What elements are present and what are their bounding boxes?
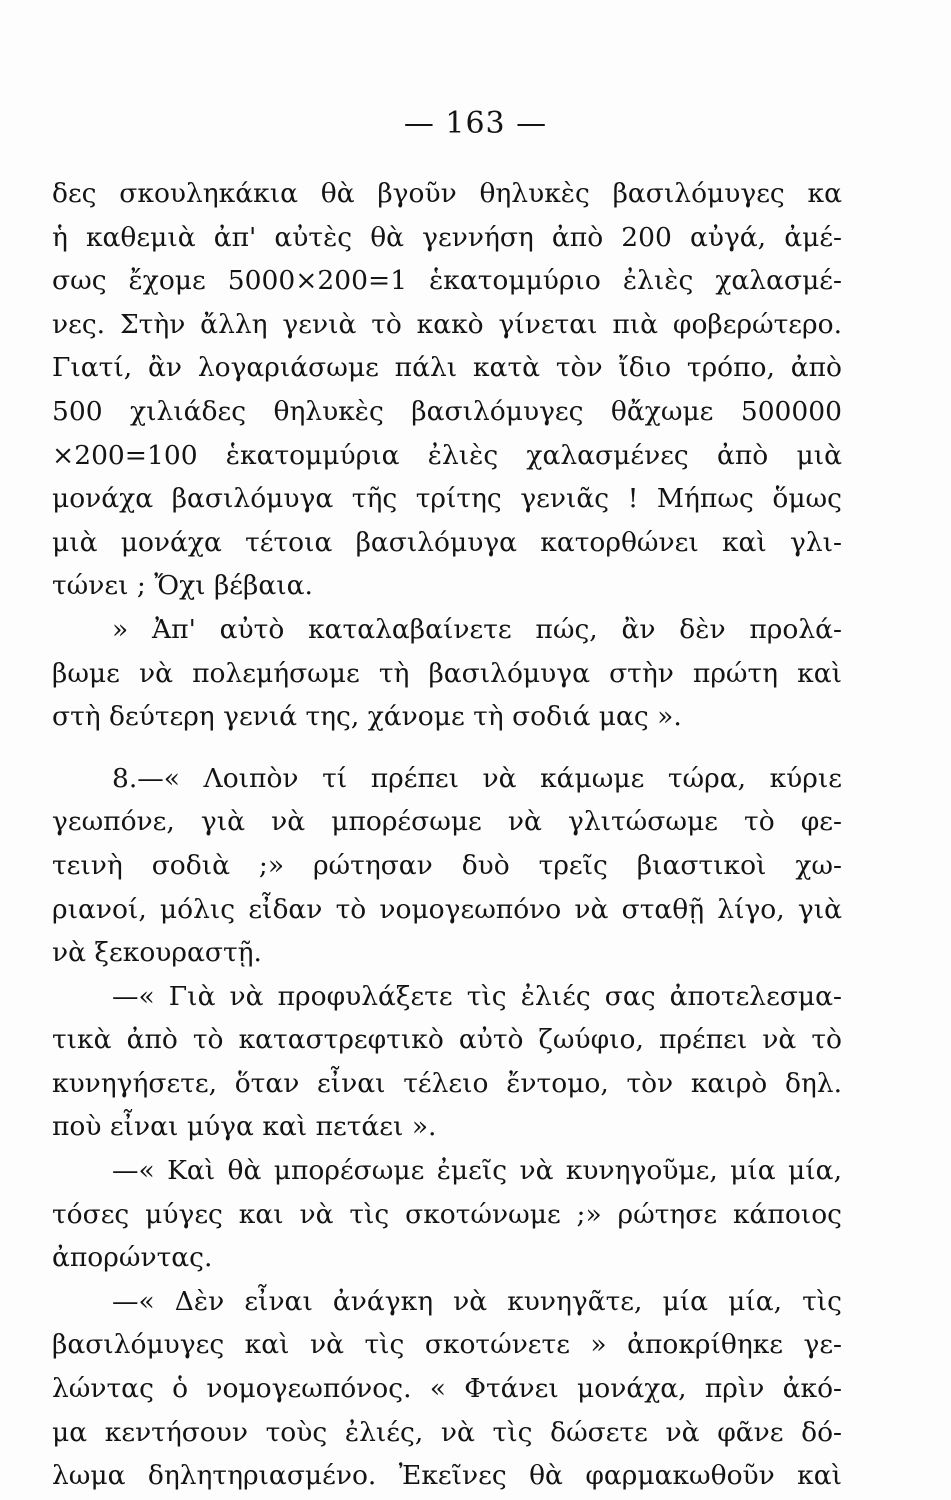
text-line-13: στὴ δεύτερη γενιά της, χάνομε τὴ σοδιά μας ».	[52, 701, 682, 733]
text-line-28: λώντας ὁ νομογεωπόνος. « Φτάνει μονάχα, πρὶν ἀκό-	[52, 1373, 842, 1405]
text-line-4: νες. Στὴν ἄλλη γενιὰ τὸ κακὸ γίνεται πιὰ φοβερώτερο.	[52, 308, 842, 340]
text-line-11: » Ἀπ' αὐτὸ καταλαβαίνετε πώς, ἂν δὲν προλά-	[112, 613, 842, 645]
text-line-15: γεωπόνε, γιὰ νὰ μπορέσωμε νὰ γλιτώσωμε τὸ φε-	[52, 806, 842, 838]
text-line-12: βωμε νὰ πολεμήσωμε τὴ βασιλόμυγα στὴν πρώτη καὶ	[52, 657, 842, 689]
text-line-1: δες σκουληκάκια θὰ βγοῦν θηλυκὲς βασιλόμυγες κα	[52, 178, 842, 209]
text-line-30: λωμα δηλητηριασμένο. Ἐκεῖνες θὰ φαρμακωθοῦν καὶ	[52, 1460, 842, 1492]
text-line-22: ποὺ εἶναι μύγα καὶ πετάει ».	[52, 1111, 437, 1143]
text-line-19: —« Γιὰ νὰ προφυλάξετε τὶς ἐλιές σας ἀποτελεσμα-	[112, 980, 842, 1012]
text-line-7: ×200=100 ἑκατομμύρια ἐλιὲς χαλασμένες ἀπὸ μιὰ	[52, 439, 842, 471]
text-line-18: νὰ ξεκουραστῇ.	[52, 937, 262, 969]
text-line-2: ἡ καθεμιὰ ἀπ' αὐτὲς θὰ γεννήση ἀπὸ 200 αὐγά, ἀμέ-	[52, 221, 842, 253]
text-line-27: βασιλόμυγες καὶ νὰ τὶς σκοτώνετε » ἀποκρίθηκε γε-	[52, 1329, 842, 1361]
text-line-24: τόσες μύγες και νὰ τὶς σκοτώνωμε ;» ρώτησε κάποιος	[52, 1198, 842, 1230]
text-line-21: κυνηγήσετε, ὅταν εἶναι τέλειο ἔντομο, τὸν καιρὸ δηλ.	[52, 1067, 842, 1099]
text-line-23: —« Καὶ θὰ μπορέσωμε ἐμεῖς νὰ κυνηγοῦμε, μία μία,	[112, 1155, 842, 1187]
page-number: — 163 —	[403, 106, 548, 141]
text-line-29: μα κεντήσουν τοὺς ἐλιές, νὰ τὶς δώσετε νὰ φᾶνε δό-	[52, 1416, 842, 1448]
body-text	[52, 172, 842, 1498]
text-line-10: τώνει ; Ὄχι βέβαια.	[52, 570, 313, 602]
text-line-9: μιὰ μονάχα τέτοια βασιλόμυγα κατορθώνει καὶ γλι-	[52, 526, 842, 558]
text-line-8: μονάχα βασιλόμυγα τῆς τρίτης γενιᾶς ! Μήπως ὅμως	[52, 483, 842, 515]
text-line-3: σως ἔχομε 5000×200=1 ἑκατομμύριο ἐλιὲς χαλασμέ-	[52, 265, 842, 297]
text-line-25: ἀπορώντας.	[52, 1242, 213, 1274]
text-line-16: τεινὴ σοδιὰ ;» ρώτησαν δυὸ τρεῖς βιαστικοὶ χω-	[52, 849, 842, 881]
text-line-5: Γιατί, ἂν λογαριάσωμε πάλι κατὰ τὸν ἴδιο τρόπο, ἀπὸ	[52, 352, 842, 384]
text-line-17: ριανοί, μόλις εἶδαν τὸ νομογεωπόνο νὰ σταθῇ λίγο, γιὰ	[52, 893, 842, 925]
text-line-6: 500 χιλιάδες θηλυκὲς βασιλόμυγες θἄχωμε 500000	[52, 395, 842, 427]
text-line-14: 8.—« Λοιπὸν τί πρέπει νὰ κάμωμε τώρα, κύριε	[112, 762, 842, 794]
text-line-20: τικὰ ἀπὸ τὸ καταστρεφτικὸ αὐτὸ ζωύφιο, πρέπει νὰ τὸ	[52, 1024, 842, 1056]
paragraph-gap	[52, 739, 842, 757]
text-line-26: —« Δὲν εἶναι ἀνάγκη νὰ κυνηγᾶτε, μία μία, τὶς	[112, 1285, 842, 1317]
